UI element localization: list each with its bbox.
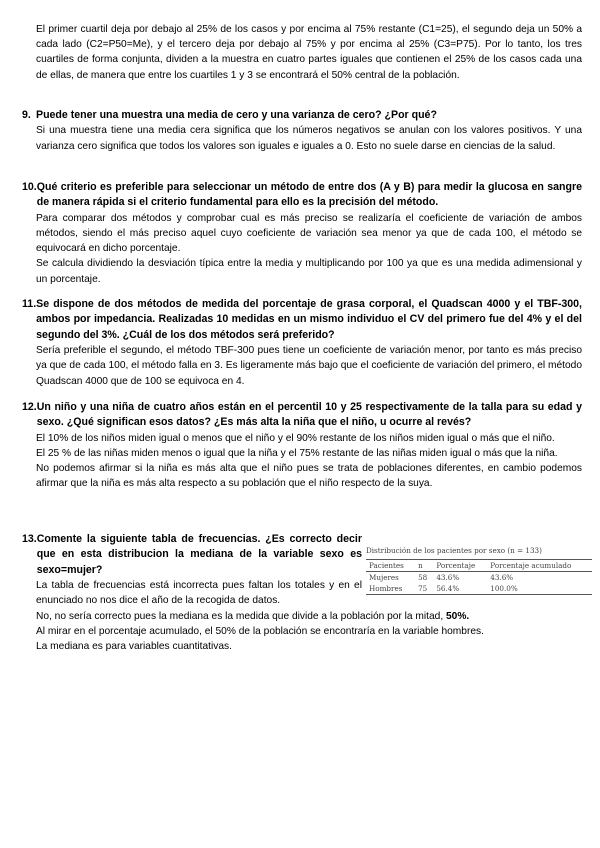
answer-paragraph: Al mirar en el porcentaje acumulado, el 50% de la población se encontraría en la variable hombres. [36, 625, 484, 637]
table-header-cell: Pacientes [369, 561, 404, 570]
question-title: Comente la siguiente tabla de frecuencias. ¿Es correcto decir que en esta distribucion la mediana de la variable sexo es sexo=mujer? [36, 533, 362, 576]
question-title: Puede tener una muestra una media de cero y una varianza de cero? ¿Por qué? [36, 109, 437, 121]
question-9 [22, 108, 582, 154]
table-row [366, 572, 592, 584]
answer-emphasis: 50%. [446, 610, 470, 622]
answer-paragraph: El 10% de los niños miden igual o menos que el niño y el 90% restante de los niños miden igual o más que el niño. [36, 432, 555, 444]
table-header-cell: Porcentaje acumulado [490, 561, 572, 570]
table-row [366, 583, 592, 595]
answer [36, 211, 582, 287]
question-number: 11. [22, 298, 37, 310]
answer-paragraph: Para comparar dos métodos y comprobar cual es más preciso se realizaría el coeficiente de variación de ambos métodos, siendo el más preciso aquel cuyo coeficiente de variación sea menor ya que de cada 100, el método se equivocará en dicho porcentaje. [36, 212, 582, 255]
question-12 [22, 400, 582, 492]
table-cell: 100.0% [490, 584, 518, 593]
table-cell: 43.6% [490, 573, 514, 582]
question-number: 10. [22, 181, 37, 193]
answer-paragraph: Se calcula dividiendo la desviación típica entre la media y multiplicando por 100 ya que es una medida adimensional y un porcentaje. [36, 258, 582, 285]
answer-paragraph: Si una muestra tiene una media cera significa que los números negativos se anulan con los valores positivos. Y una varianza cero significa que todos los valores son iguales e iguales a 0. Esto no suele darse en ciencias de la salud. [36, 125, 582, 152]
table-cell: 56.4% [436, 584, 460, 593]
answer [36, 123, 582, 153]
frequency-table [366, 546, 592, 595]
question-heading [22, 532, 362, 578]
answer [36, 343, 582, 389]
table [366, 559, 592, 595]
question-title: Un niño y una niña de cuatro años están en el percentil 10 y 25 respectivamente de la talla para su edad y sexo. ¿Qué significan esos datos? ¿Es más alta la niña que el niño, u ocurre al revés? [36, 401, 582, 429]
table-cell: 75 [418, 584, 428, 593]
question-heading [22, 297, 582, 343]
intro-paragraph: El primer cuartil deja por debajo al 25% de los casos y por encima al 75% restante (C1=25), el segundo deja un 50% a cada lado (C2=P50=Me), y el tercero deja por debajo al 75% y por encima al 25% (C3=P75). Por lo tanto, los tres cuartiles de forma conjunta, dividen a la muestra en cuatro partes iguales que contienen el 25% de los casos cada una de ellas, de manera que entre los cuartiles 1 y 3 se encontrará el 50% central de la población. [36, 24, 582, 81]
table-cell: 58 [418, 573, 428, 582]
answer-paragraph: La tabla de frecuencias está incorrecta pues faltan los totales y en el enunciado no nos dice el año de la recogida de datos. [36, 580, 362, 607]
table-cell: Hombres [369, 584, 403, 593]
question-number: 13. [22, 533, 37, 545]
answer-paragraph [36, 609, 582, 624]
table-header-row [366, 560, 592, 572]
question-title: Se dispone de dos métodos de medida del porcentaje de grasa corporal, el Quadscan 4000 y el TBF-300, ambos por impedancia. Realizadas 10 medidas en un mismo individuo el CV del primero fue del 4% y el del segundo del 3%. ¿Cuál de los dos métodos será preferido? [36, 298, 582, 341]
answer-text: No, no sería correcto pues la mediana es la medida que divide a la población por la mitad, [36, 610, 447, 622]
answer [36, 431, 582, 492]
answer-paragraph: El 25 % de las niñas miden menos o igual que la niña y el 75% restante de las niñas miden igual o más que la niña. [36, 448, 558, 460]
answer-paragraph: La mediana es para variables cuantitativas. [36, 641, 232, 653]
question-number: 12. [22, 401, 37, 413]
table-cell: 43.6% [436, 573, 460, 582]
question-heading [22, 180, 582, 211]
question-11 [22, 297, 582, 389]
question-heading [22, 108, 582, 123]
question-heading [22, 400, 582, 431]
table-cell: Mujeres [369, 573, 399, 582]
question-title: Qué criterio es preferible para seleccionar un método de entre dos (A y B) para medir la glucosa en sangre de manera rápida si el criterio fundamental para ello es la precisión del método. [36, 181, 582, 209]
table-header-cell: n [418, 561, 423, 570]
table-caption: Distribución de los pacientes por sexo (n = 133) [366, 546, 542, 555]
answer-paragraph: Sería preferible el segundo, el método TBF-300 pues tiene un coeficiente de variación menor, por tanto es más preciso ya que de cada 100, el método falla en 3. Es ligeramente más bajo que el coeficiente de variación del primero, el método Quadscan 4000 que de 100 se equivoca en 4. [36, 345, 582, 387]
question-10 [22, 180, 582, 287]
question-number: 9. [22, 109, 31, 121]
answer-paragraph: No podemos afirmar si la niña es más alta que el niño pues se trata de poblaciones diferentes, en cambio podemos afirmar que la niña es más alta respecto a su población que el niño respecto de la suya. [36, 463, 582, 490]
table-header-cell: Porcentaje [436, 561, 476, 570]
